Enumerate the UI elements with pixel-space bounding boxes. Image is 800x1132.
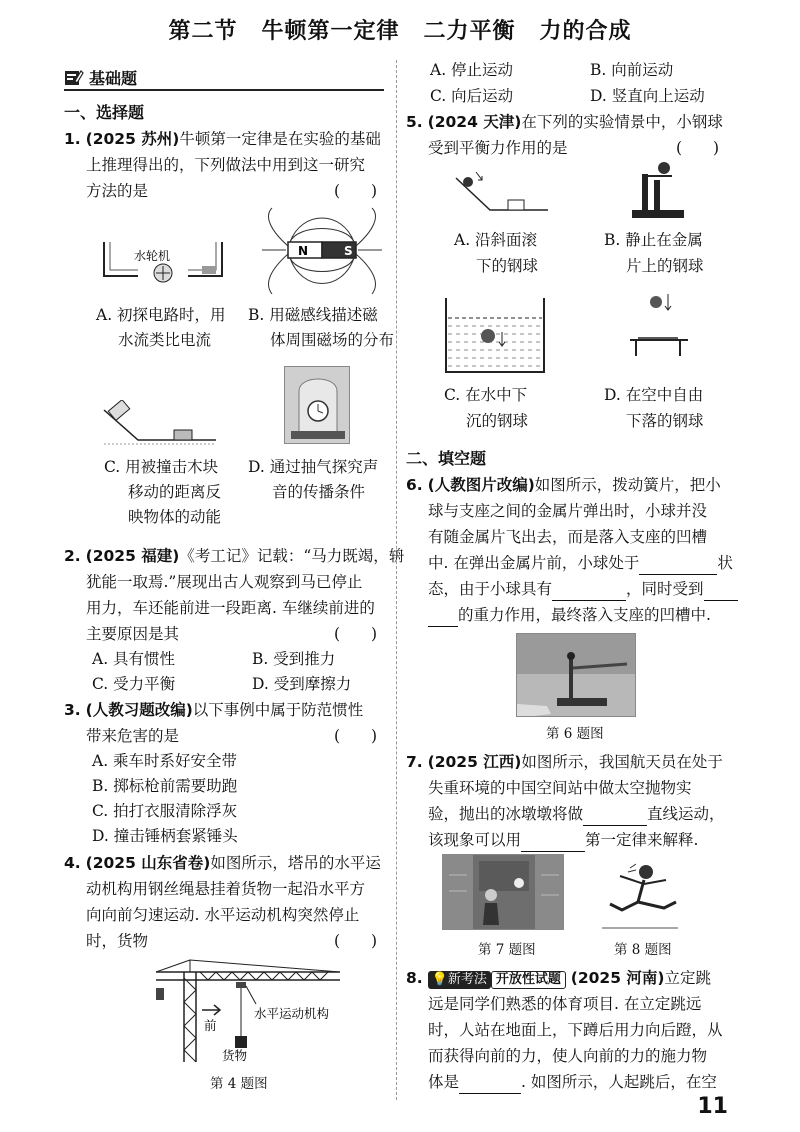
question-text: 带来危害的是: [86, 727, 180, 745]
question-text: 远是同学们熟悉的体育项目. 在立定跳远: [428, 995, 702, 1013]
option-d: 音的传播条件: [272, 483, 366, 501]
figure-caption: 第 7 题图: [478, 942, 536, 958]
question-text: 时，人站在地面上，下蹲后用力向后蹬，从: [428, 1021, 723, 1039]
answer-blank[interactable]: [639, 557, 717, 575]
bell-jar-photo: [284, 366, 350, 444]
figure-caption: 第 6 题图: [546, 726, 604, 742]
figure-label-front: 前: [204, 1018, 217, 1033]
spring-apparatus-photo: [516, 633, 636, 717]
question-number: 1.: [64, 130, 81, 148]
subsection-fill: 二、填空题: [406, 449, 487, 468]
option-c: C. 拍打衣服清除浮灰: [92, 802, 238, 820]
question-text: 如图所示，塔吊的水平运: [210, 854, 381, 872]
option-c: 移动的距离反: [128, 483, 222, 501]
option-c: C. 受力平衡: [92, 675, 176, 693]
question-text: 主要原因是其: [86, 625, 180, 643]
title-topic-2: 二力平衡: [423, 19, 516, 44]
beaker-ball-figure: [444, 296, 546, 374]
title-topic-1: 牛顿第一定律: [261, 19, 400, 44]
magnet-south-label: S: [344, 244, 353, 258]
question-text: 如图所示，我国航天员在处于: [521, 753, 723, 771]
option-b: B. 用磁感线描述磁: [248, 306, 378, 324]
open-question-tag: 开放性试题: [491, 971, 566, 989]
question-source: (人教习题改编): [85, 701, 193, 719]
question-source: (2025 江西): [427, 753, 522, 771]
option-d: D. 竖直向上运动: [590, 87, 705, 105]
stand-ball-figure: [628, 160, 688, 220]
question-text: ，同时受到: [626, 580, 704, 598]
basic-section-header: [64, 66, 137, 89]
section-rule: [64, 89, 384, 91]
answer-parentheses: ( ): [334, 182, 378, 200]
question-number: 6.: [406, 476, 423, 494]
answer-blank[interactable]: [459, 1076, 521, 1094]
question-source: (2025 河南): [570, 969, 665, 987]
question-text: 直线运动，: [647, 805, 725, 823]
title-section: 第二节: [168, 19, 238, 44]
question-text: 的重力作用，最终落入支座的凹槽中.: [458, 606, 711, 624]
answer-blank[interactable]: [428, 609, 458, 627]
question-number: 3.: [64, 701, 81, 719]
section-label: 基础题: [88, 69, 137, 88]
question-source: (2025 山东省卷): [85, 854, 211, 872]
option-a: A. 具有惯性: [92, 650, 176, 668]
answer-parentheses: ( ): [334, 625, 378, 643]
option-d: D. 通过抽气探究声: [248, 458, 379, 476]
question-text: 用力，车还能前进一段距离. 车继续前进的: [86, 599, 375, 617]
option-a: A. 初探电路时，用: [96, 306, 226, 324]
question-text: 向向前匀速运动. 水平运动机构突然停止: [86, 906, 360, 924]
figure-caption: 第 4 题图: [210, 1076, 268, 1092]
magnetic-field-figure: [262, 206, 382, 298]
question-text: 犹能一取焉.”展现出古人观察到马已停止: [86, 573, 363, 591]
option-b: B. 静止在金属: [604, 231, 703, 249]
answer-parentheses: ( ): [676, 139, 720, 157]
option-a: 下的钢球: [476, 257, 539, 275]
answer-blank[interactable]: [552, 583, 626, 601]
question-number: 4.: [64, 854, 81, 872]
answer-parentheses: ( ): [334, 727, 378, 745]
question-source: (2024 天津): [427, 113, 522, 131]
lightbulb-icon: 💡: [431, 972, 448, 987]
answer-blank[interactable]: [521, 834, 585, 852]
question-text: 《考工记》记载：“马力既竭，辀: [179, 547, 405, 565]
water-turbine-figure: [98, 236, 228, 292]
option-a: 水流类比电流: [118, 331, 212, 349]
question-text: 有随金属片飞出去，而是落入支座的凹槽: [428, 528, 708, 546]
question-source: (人教图片改编): [427, 476, 535, 494]
question-text: 而获得向前的力，使人向前的力的施力物: [428, 1047, 708, 1065]
page-title: [0, 14, 800, 45]
incline-ball-figure: [450, 168, 550, 216]
option-a: A. 停止运动: [430, 61, 514, 79]
question-number: 5.: [406, 113, 423, 131]
question-text: 以下事例中属于防范惯性: [192, 701, 364, 719]
question-source: (2025 福建): [85, 547, 180, 565]
option-c: 映物体的动能: [128, 508, 222, 526]
option-c: C. 向后运动: [430, 87, 514, 105]
question-text: 立定跳: [664, 969, 712, 987]
option-d: D. 撞击锤柄套紧锤头: [92, 827, 238, 845]
option-b: 体周围磁场的分布: [270, 331, 395, 349]
option-a: A. 沿斜面滚: [454, 231, 538, 249]
option-d: 下落的钢球: [626, 412, 704, 430]
page-number: 11: [697, 1094, 728, 1119]
option-b: 片上的钢球: [626, 257, 704, 275]
question-text: 在下列的实验情景中，小钢球: [521, 113, 723, 131]
figure-caption: 第 8 题图: [614, 942, 672, 958]
question-text: 时，货物: [86, 932, 149, 950]
option-c: C. 用被撞击木块: [104, 458, 219, 476]
space-station-photo: [442, 854, 564, 930]
question-text: 体是: [428, 1073, 460, 1091]
question-text: 如图所示，拨动簧片，把小: [534, 476, 721, 494]
question-text: 状: [717, 554, 733, 572]
figure-label-cargo: 货物: [222, 1048, 248, 1063]
question-text: 动机构用钢丝绳悬挂着货物一起沿水平方: [86, 880, 366, 898]
question-text: 方法的是: [86, 182, 149, 200]
tower-crane-figure: [150, 958, 360, 1068]
question-text: . 如图所示，人起跳后，在空: [521, 1073, 717, 1091]
answer-blank[interactable]: [583, 808, 647, 826]
title-topic-3: 力的合成: [539, 19, 632, 44]
figure-label: 水轮机: [134, 249, 171, 263]
question-text: 牛顿第一定律是在实验的基础: [179, 130, 381, 148]
option-b: B. 受到推力: [252, 650, 336, 668]
question-text: 球与支座之间的金属片弹出时，小球并没: [428, 502, 708, 520]
question-text: 第一定律来解释.: [585, 831, 699, 849]
option-a: A. 乘车时系好安全带: [92, 752, 238, 770]
question-text: 上推理得出的，下列做法中用到这一研究: [86, 156, 366, 174]
magnet-north-label: N: [298, 244, 309, 258]
option-d: D. 在空中自由: [604, 386, 704, 404]
column-divider: [396, 60, 397, 1100]
question-number: 2.: [64, 547, 81, 565]
long-jump-figure: [600, 862, 680, 934]
figure-label-mechanism: 水平运动机构: [254, 1006, 330, 1021]
question-text: 失重环境的中国空间站中做太空抛物实: [428, 779, 692, 797]
new-method-tag: [428, 971, 491, 989]
option-c: C. 在水中下: [444, 386, 528, 404]
free-fall-figure: [626, 290, 692, 360]
option-d: D. 受到摩擦力: [252, 675, 352, 693]
question-text: 验，抛出的冰墩墩将做: [428, 805, 584, 823]
incline-block-figure: [100, 400, 220, 446]
answer-blank[interactable]: [704, 583, 738, 601]
pencil-note-icon: [64, 69, 84, 87]
question-text: 受到平衡力作用的是: [428, 139, 568, 157]
question-text: 该现象可以用: [428, 831, 522, 849]
option-b: B. 向前运动: [590, 61, 674, 79]
option-c: 沉的钢球: [466, 412, 529, 430]
question-text: 中. 在弹出金属片前，小球处于: [428, 554, 640, 572]
option-b: B. 掷标枪前需要助跑: [92, 777, 238, 795]
question-number: 7.: [406, 753, 423, 771]
subsection-choice: 一、选择题: [64, 103, 145, 122]
question-source: (2025 苏州): [85, 130, 180, 148]
tag-label: 新考法: [447, 972, 487, 987]
question-text: 态，由于小球具有: [428, 580, 553, 598]
question-number: 8.: [406, 969, 423, 987]
answer-parentheses: ( ): [334, 932, 378, 950]
